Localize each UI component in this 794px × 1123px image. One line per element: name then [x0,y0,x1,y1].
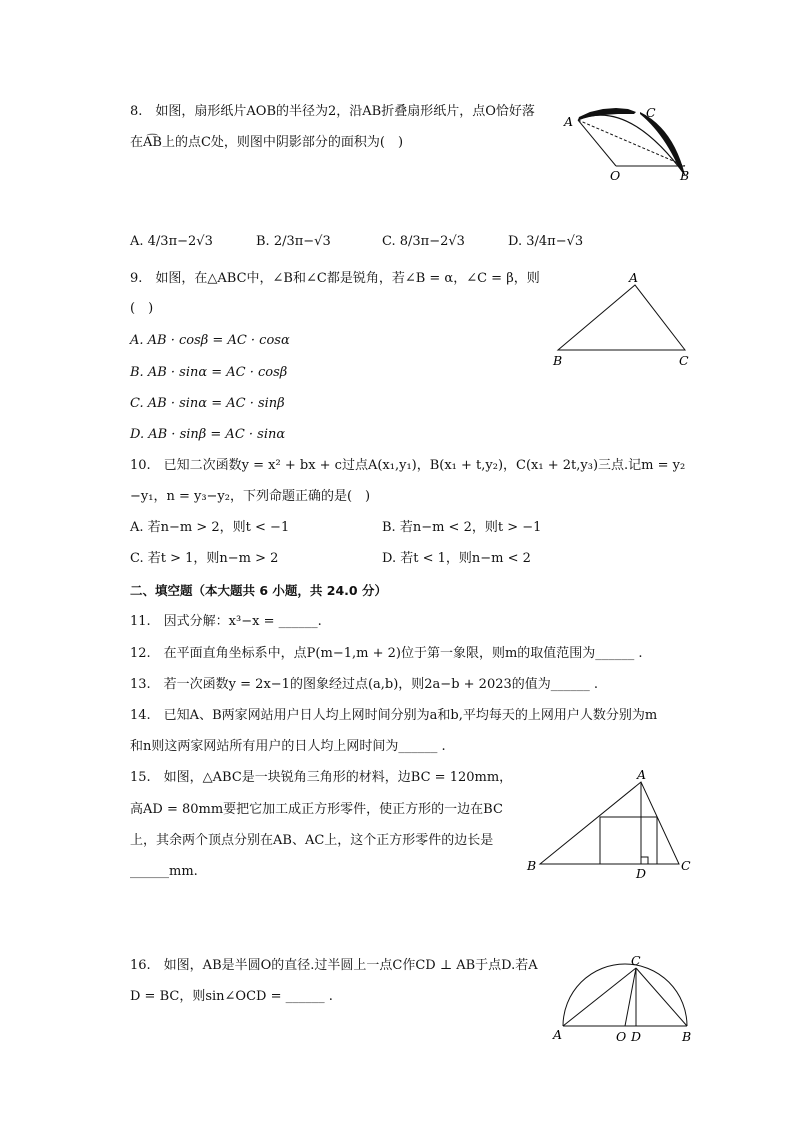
q15-label-b: B [527,858,537,873]
q9-line1: 9. 如图，在△ABC中，∠B和∠C都是锐角，若∠B = α，∠C = β，则 [130,271,540,286]
q8-shade-left [578,108,636,120]
q16-ac [563,968,636,1026]
q9-option-b: B. AB · sinα = AC · cosβ [130,365,288,380]
q9-triangle [558,285,685,350]
section-fill-in-heading: 二、填空题（本大题共 6 小题，共 24.0 分） [130,583,387,598]
q10-option-d: D. 若t < 1，则n−m < 2 [382,551,531,566]
q15-line3: 上，其余两个顶点分别在AB、AC上，这个正方形零件的边长是 [130,833,494,848]
q15-label-a: A [637,767,647,782]
q16-label-c: C [631,953,641,968]
q16-label-a: A [553,1027,563,1042]
q15-label-c: C [681,858,691,873]
q12: 12. 在平面直角坐标系中，点P(m−1,m + 2)位于第一象限，则m的取值范围为______ . [130,646,643,661]
q9-line2: ( ) [130,301,154,316]
q16-label-o: O [616,1029,627,1044]
q10-line1: 10. 已知二次函数y = x² + bx + c过点A(x₁,y₁)，B(x₁ + t,y₂)，C(x₁ + 2t,y₃)三点.记m = y₂ [130,458,686,473]
q16-line2: D = BC，则sin∠OCD = ______ . [130,989,333,1004]
q10-option-a: A. 若n−m > 2，则t < −1 [130,520,290,535]
q15-figure [520,765,700,885]
q15-line4: ______mm. [130,864,198,879]
q8-option-b: B. 2/3π−√3 [256,234,331,249]
q10-option-c: C. 若t > 1，则n−m > 2 [130,551,279,566]
q8-option-d: D. 3/4π−√3 [508,234,584,249]
q16-oc [625,968,636,1026]
q15-triangle [540,782,679,864]
q9-label-b: B [553,353,563,368]
q8-label-b: B [680,168,690,183]
q16-figure [545,950,705,1050]
q8-label-o: O [610,168,621,183]
q14-line1: 14. 已知A、B两家网站用户日人均上网时间分别为a和b,平均每天的上网用户人数分别为m [130,708,658,723]
q8-line1: 8. 如图，扇形纸片AOB的半径为2，沿AB折叠扇形纸片，点O恰好落 [130,104,535,119]
q9-option-c: C. AB · sinα = AC · sinβ [130,396,285,411]
q16-semicircle [563,964,687,1026]
q8-option-a: A. 4/3π−2√3 [130,234,213,249]
q10-line2: −y₁，n = y₃−y₂，下列命题正确的是( ) [130,489,371,504]
q8-oa [578,120,616,166]
q10-option-b: B. 若n−m < 2，则t > −1 [382,520,542,535]
q8-label-c: C [646,105,656,120]
q9-option-d: D. AB · sinβ = AC · sinα [130,427,286,442]
q15-right-angle-mark [641,857,648,864]
q9-label-a: A [629,270,639,285]
q8-option-c: C. 8/3π−2√3 [382,234,465,249]
q14-line2: 和n则这两家网站所有用户的日人均上网时间为______ . [130,739,446,754]
q9-figure [545,268,705,373]
q8-line2: 在A͡B上的点C处，则图中阴影部分的面积为( ) [130,135,404,150]
q11: 11. 因式分解：x³−x = ______. [130,614,322,629]
q13: 13. 若一次函数y = 2x−1的图象经过点(a,b)，则2a−b + 2023的值为______ . [130,677,599,692]
q9-option-a: A. AB · cosβ = AC · cosα [130,333,290,348]
q16-bc [636,968,687,1026]
q16-line1: 16. 如图，AB是半圆O的直径.过半圆上一点C作CD ⊥ AB于点D.若A [130,958,538,973]
q15-line2: 高AD = 80mm要把它加工成正方形零件，使正方形的一边在BC [130,802,503,817]
q16-label-b: B [682,1029,692,1044]
q8-label-a: A [564,114,574,129]
q8-figure [558,100,698,185]
q15-label-d: D [636,866,647,881]
q16-label-d: D [631,1029,642,1044]
q9-label-c: C [679,353,689,368]
q15-line1: 15. 如图，△ABC是一块锐角三角形的材料，边BC = 120mm， [130,770,513,785]
